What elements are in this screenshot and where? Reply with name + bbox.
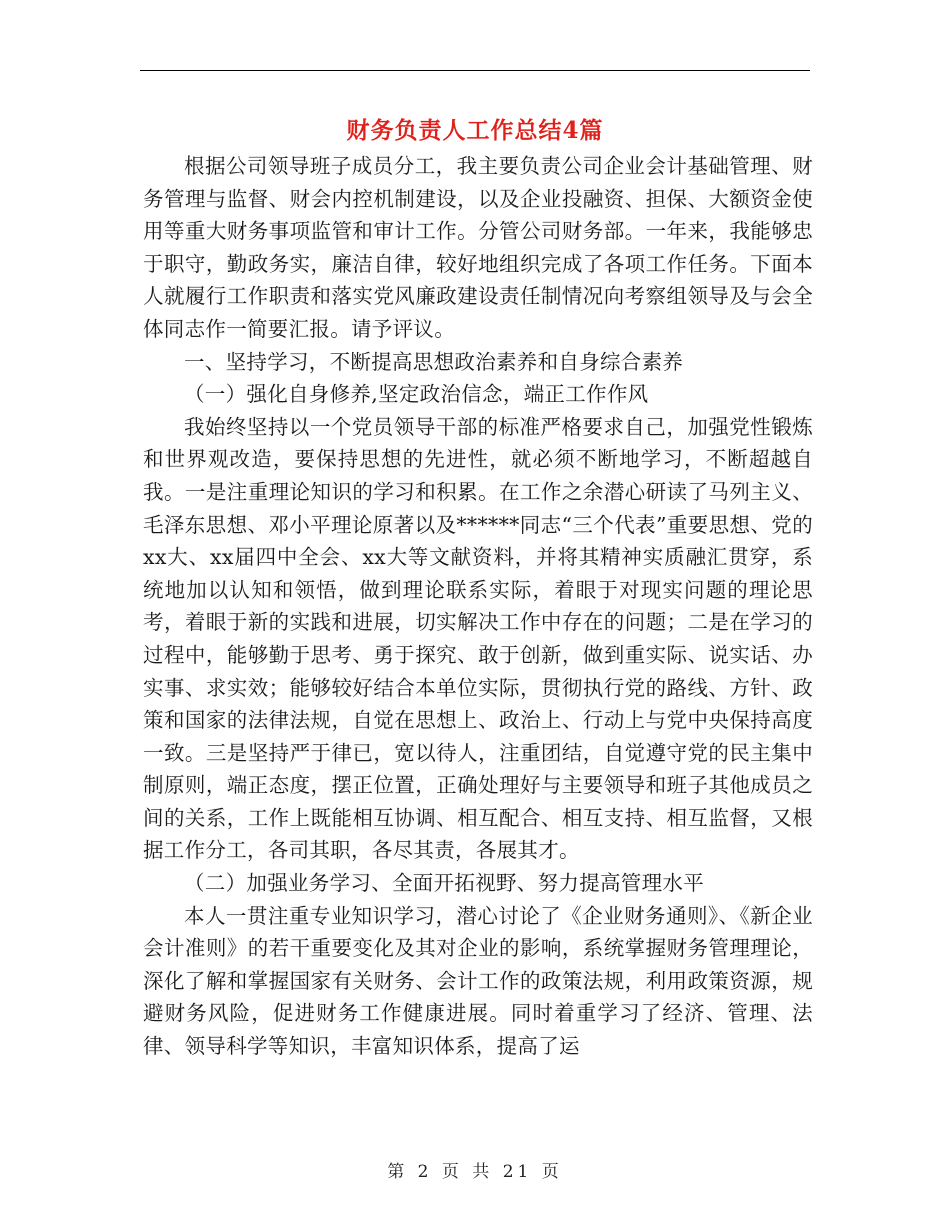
intro-paragraph: 根据公司领导班子成员分工，我主要负责公司企业会计基础管理、财务管理与监督、财会内控机制建设，以及企业投融资、担保、大额资金使用等重大财务事项监管和审计工作。分管公司财务部。一年来，我能够忠于职守，勤政务实，廉洁自律，较好地组织完成了各项工作任务。下面本人就履行工作职责和落实党风廉政建设责任制情况向考察组领导及与会全体同志作一简要汇报。请予评议。 bbox=[143, 154, 813, 341]
subsection-2-heading: （二）加强业务学习、全面开拓视野、努力提高管理水平 bbox=[184, 871, 704, 896]
header-rule bbox=[140, 70, 810, 71]
subsection-1-paragraph: 我始终坚持以一个党员领导干部的标准严格要求自己，加强党性锻炼和世界观改造，要保持思想的先进性，就必须不断地学习，不断超越自我。一是注重理论知识的学习和积累。在工作之余潜心研读了马列主义、毛泽东思想、邓小平理论原著以及******同志“三个代表”重要思想、党的xx大、xx届四中全会、xx大等文献资料，并将其精神实质融汇贯穿，系统地加以认知和领悟，做到理论联系实际，着眼于对现实问题的理论思考，着眼于新的实践和进展，切实解决工作中存在的问题；二是在学习的过程中，能够勤于思考、勇于探究、敢于创新，做到重实际、说实话、办实事、求实效；能够较好结合本单位实际，贯彻执行党的路线、方针、政策和国家的法律法规，自觉在思想上、政治上、行动上与党中央保持高度一致。三是坚持严于律已，宽以待人，注重团结，自觉遵守党的民主集中制原则，端正态度，摆正位置，正确处理好与主要领导和班子其他成员之间的关系，工作上既能相互协调、相互配合、相互支持、相互监督，又根据工作分工，各司其职，各尽其责，各展其才。 bbox=[143, 414, 813, 863]
section-1-heading: 一、坚持学习，不断提高思想政治素养和自身综合素养 bbox=[184, 349, 684, 374]
document-body bbox=[143, 150, 813, 1063]
subsection-2-paragraph: 本人一贯注重专业知识学习，潜心讨论了《企业财务通则》、《新企业会计准则》的若干重要变化及其对企业的影响，系统掌握财务管理理论，深化了解和掌握国家有关财务、会计工作的政策法规，利用政策资源，规避财务风险，促进财务工作健康进展。同时着重学习了经济、管理、法律、领导科学等知识，丰富知识体系，提高了运 bbox=[143, 903, 813, 1059]
page-number: 第 2 页 共 21 页 bbox=[387, 1162, 563, 1182]
document-title: 财务负责人工作总结4篇 bbox=[346, 117, 604, 144]
subsection-1-heading: （一）强化自身修养,坚定政治信念，端正工作作风 bbox=[184, 382, 649, 407]
